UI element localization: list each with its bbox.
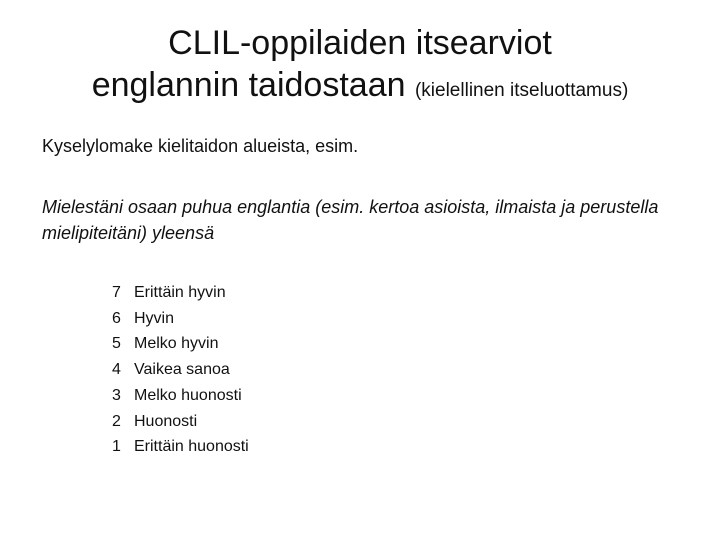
scale-label: Huonosti bbox=[134, 412, 198, 430]
scale-value: 4 bbox=[112, 361, 121, 379]
scale-label: Erittäin huonosti bbox=[134, 438, 249, 456]
scale-item bbox=[112, 331, 249, 357]
scale-item bbox=[112, 280, 249, 306]
rating-scale bbox=[112, 280, 249, 460]
scale-value: 3 bbox=[112, 386, 121, 404]
scale-item bbox=[112, 409, 249, 435]
title-line-2 bbox=[20, 64, 700, 112]
scale-value: 7 bbox=[112, 284, 121, 301]
title-line-1: CLIL-oppilaiden itsearviot bbox=[168, 24, 552, 62]
title-line-2-subtitle: (kielellinen itseluottamus) bbox=[414, 80, 629, 101]
scale-value: 1 bbox=[112, 438, 121, 456]
scale-label: Melko huonosti bbox=[134, 386, 242, 404]
scale-item bbox=[112, 434, 249, 460]
scale-value: 5 bbox=[112, 335, 121, 353]
scale-label: Hyvin bbox=[134, 309, 175, 327]
title-line-2-main: englannin taidostaan bbox=[91, 66, 406, 104]
slide-title bbox=[20, 22, 700, 112]
intro-text: Kyselylomake kielitaidon alueista, esim. bbox=[42, 136, 359, 156]
scale-label: Vaikea sanoa bbox=[134, 361, 230, 379]
survey-statement: Mielestäni osaan puhua englantia (esim. kertoa asioista, ilmaista ja perustella mielipiteitäni) yleensä bbox=[42, 197, 659, 243]
scale-value: 6 bbox=[112, 309, 121, 327]
scale-label: Melko hyvin bbox=[134, 335, 219, 353]
scale-label: Erittäin hyvin bbox=[134, 284, 226, 301]
scale-item bbox=[112, 306, 249, 332]
scale-item bbox=[112, 357, 249, 383]
scale-value: 2 bbox=[112, 412, 121, 430]
scale-item bbox=[112, 383, 249, 409]
